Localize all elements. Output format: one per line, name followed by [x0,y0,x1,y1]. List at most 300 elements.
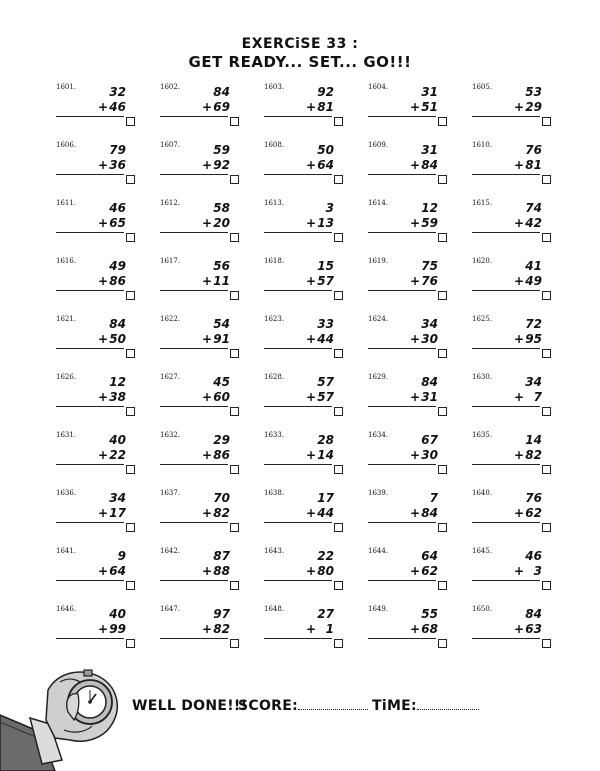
plus-operator: + [513,390,524,404]
answer-line [56,464,124,465]
plus-operator: + [513,448,524,462]
answer-line [160,348,228,349]
plus-operator: + [201,564,212,578]
addend-bottom: 84 [421,506,438,520]
problem-number: 1605. [472,83,493,91]
addition-problem [258,482,362,540]
answer-checkbox[interactable] [230,349,239,358]
answer-line [472,406,540,407]
addend-top: 46 [525,549,542,563]
problem-number: 1646. [56,605,77,613]
answer-line [472,522,540,523]
answer-checkbox[interactable] [126,233,135,242]
plus-operator: + [305,506,316,520]
addend-top: 79 [109,143,126,157]
plus-operator: + [409,158,420,172]
addition-problem [258,192,362,250]
addend-top: 28 [317,433,334,447]
answer-line [368,290,436,291]
problem-grid [50,76,570,656]
problem-number: 1607. [160,141,181,149]
addition-problem [362,540,466,598]
plus-operator: + [305,448,316,462]
answer-checkbox[interactable] [334,465,343,474]
answer-line [472,580,540,581]
plus-operator: + [97,216,108,230]
answer-line [160,406,228,407]
plus-operator: + [97,158,108,172]
answer-line [56,348,124,349]
answer-checkbox[interactable] [230,175,239,184]
answer-checkbox[interactable] [230,639,239,648]
problem-number: 1625. [472,315,493,323]
answer-line [264,464,332,465]
addition-problem [154,134,258,192]
answer-line [56,638,124,639]
addition-problem [362,366,466,424]
answer-checkbox[interactable] [126,349,135,358]
addend-bottom: 62 [525,506,542,520]
answer-checkbox[interactable] [438,175,447,184]
answer-checkbox[interactable] [126,523,135,532]
addend-bottom: 13 [317,216,334,230]
addend-top: 9 [117,549,126,563]
addition-problem [466,482,570,540]
stopwatch-in-hand-icon [0,660,125,771]
answer-checkbox[interactable] [126,175,135,184]
answer-line [160,290,228,291]
plus-operator: + [305,100,316,114]
problem-number: 1634. [368,431,389,439]
addend-bottom: 20 [213,216,230,230]
addition-problem [154,76,258,134]
addend-top: 40 [109,433,126,447]
addition-problem [50,308,154,366]
answer-line [160,464,228,465]
plus-operator: + [201,390,212,404]
problem-number: 1628. [264,373,285,381]
addition-problem [50,76,154,134]
answer-checkbox[interactable] [542,465,551,474]
answer-checkbox[interactable] [126,291,135,300]
addition-problem [50,192,154,250]
answer-line [472,638,540,639]
answer-line [368,464,436,465]
addition-problem [466,598,570,656]
problem-number: 1623. [264,315,285,323]
problem-number: 1627. [160,373,181,381]
addend-top: 76 [525,143,542,157]
plus-operator: + [97,100,108,114]
addend-bottom: 65 [109,216,126,230]
plus-operator: + [201,448,212,462]
answer-line [472,232,540,233]
answer-checkbox[interactable] [438,233,447,242]
addend-top: 70 [213,491,230,505]
plus-operator: + [97,564,108,578]
answer-line [56,522,124,523]
problem-number: 1624. [368,315,389,323]
problem-number: 1618. [264,257,285,265]
problem-number: 1632. [160,431,181,439]
addition-problem [258,308,362,366]
plus-operator: + [305,564,316,578]
answer-line [160,174,228,175]
problem-number: 1629. [368,373,389,381]
answer-checkbox[interactable] [334,117,343,126]
addend-bottom: 57 [317,274,334,288]
answer-line [160,116,228,117]
addend-bottom: 42 [525,216,542,230]
addition-problem [50,250,154,308]
addition-problem [154,540,258,598]
answer-line [368,348,436,349]
addend-bottom: 31 [421,390,438,404]
problem-number: 1630. [472,373,493,381]
answer-checkbox[interactable] [542,581,551,590]
answer-line [160,522,228,523]
addend-top: 3 [325,201,334,215]
addend-bottom: 57 [317,390,334,404]
addend-top: 17 [317,491,334,505]
addition-problem [50,366,154,424]
problem-number: 1617. [160,257,181,265]
addition-problem [258,250,362,308]
plus-operator: + [201,100,212,114]
addend-bottom: 81 [525,158,542,172]
addend-bottom: 92 [213,158,230,172]
addend-top: 45 [213,375,230,389]
answer-line [368,522,436,523]
addition-problem [50,482,154,540]
plus-operator: + [409,274,420,288]
answer-line [56,580,124,581]
addend-top: 34 [525,375,542,389]
addend-top: 7 [429,491,438,505]
problem-number: 1626. [56,373,77,381]
addition-problem [466,366,570,424]
addend-bottom: 46 [109,100,126,114]
plus-operator: + [305,274,316,288]
plus-operator: + [97,390,108,404]
answer-checkbox[interactable] [126,639,135,648]
answer-line [264,290,332,291]
time-field [372,698,479,714]
addend-bottom: 17 [109,506,126,520]
score-blank[interactable] [298,708,368,710]
addition-problem [362,134,466,192]
problem-number: 1620. [472,257,493,265]
exercise-subtitle: GET READY... SET... GO!!! [188,53,412,71]
problem-number: 1650. [472,605,493,613]
answer-checkbox[interactable] [230,523,239,532]
addition-problem [362,76,466,134]
problem-number: 1619. [368,257,389,265]
plus-operator: + [97,506,108,520]
plus-operator: + [201,332,212,346]
addend-bottom: 82 [213,622,230,636]
problem-number: 1648. [264,605,285,613]
answer-checkbox[interactable] [542,233,551,242]
answer-checkbox[interactable] [542,117,551,126]
addend-top: 40 [109,607,126,621]
addition-problem [50,540,154,598]
addition-problem [258,134,362,192]
plus-operator: + [97,332,108,346]
plus-operator: + [513,100,524,114]
plus-operator: + [513,622,524,636]
addend-top: 72 [525,317,542,331]
problem-number: 1638. [264,489,285,497]
answer-line [56,290,124,291]
answer-checkbox[interactable] [230,465,239,474]
score-field [238,698,368,714]
addition-problem [466,76,570,134]
problem-number: 1633. [264,431,285,439]
addition-problem [466,192,570,250]
answer-checkbox[interactable] [542,175,551,184]
answer-line [368,580,436,581]
plus-operator: + [201,216,212,230]
answer-checkbox[interactable] [438,465,447,474]
addend-bottom: 69 [213,100,230,114]
addition-problem [154,366,258,424]
answer-checkbox[interactable] [230,291,239,300]
addend-top: 31 [421,85,438,99]
problem-number: 1615. [472,199,493,207]
problem-number: 1606. [56,141,77,149]
answer-checkbox[interactable] [334,581,343,590]
plus-operator: + [513,332,524,346]
addend-bottom: 86 [109,274,126,288]
addend-top: 27 [317,607,334,621]
addend-bottom: 99 [109,622,126,636]
answer-checkbox[interactable] [438,117,447,126]
addition-problem [50,424,154,482]
answer-checkbox[interactable] [126,117,135,126]
addend-top: 14 [525,433,542,447]
answer-line [160,232,228,233]
plus-operator: + [305,158,316,172]
addition-problem [258,366,362,424]
answer-checkbox[interactable] [438,349,447,358]
addend-bottom: 36 [109,158,126,172]
plus-operator: + [409,622,420,636]
addend-top: 87 [213,549,230,563]
plus-operator: + [513,506,524,520]
answer-line [368,406,436,407]
addend-top: 33 [317,317,334,331]
answer-checkbox[interactable] [334,349,343,358]
addend-bottom: 95 [525,332,542,346]
addend-bottom: 88 [213,564,230,578]
answer-line [56,116,124,117]
addition-problem [50,134,154,192]
addend-top: 46 [109,201,126,215]
answer-checkbox[interactable] [230,407,239,416]
plus-operator: + [201,506,212,520]
answer-line [264,232,332,233]
answer-line [368,232,436,233]
addend-bottom: 30 [421,448,438,462]
plus-operator: + [409,564,420,578]
time-label: TiME: [372,698,417,714]
addend-bottom: 44 [317,332,334,346]
problem-number: 1613. [264,199,285,207]
addend-bottom: 29 [525,100,542,114]
answer-checkbox[interactable] [542,407,551,416]
answer-line [264,522,332,523]
answer-line [160,580,228,581]
answer-checkbox[interactable] [438,291,447,300]
addend-top: 29 [213,433,230,447]
addend-top: 50 [317,143,334,157]
problem-number: 1641. [56,547,77,555]
addend-bottom: 30 [421,332,438,346]
addition-problem [466,540,570,598]
addend-top: 67 [421,433,438,447]
plus-operator: + [409,390,420,404]
addend-bottom: 82 [213,506,230,520]
answer-checkbox[interactable] [126,465,135,474]
answer-line [472,464,540,465]
plus-operator: + [305,390,316,404]
problem-number: 1611. [56,199,77,207]
addend-top: 12 [421,201,438,215]
addition-problem [154,598,258,656]
answer-line [160,638,228,639]
addition-problem [258,540,362,598]
problem-number: 1608. [264,141,285,149]
addend-bottom: 80 [317,564,334,578]
problem-number: 1644. [368,547,389,555]
answer-line [56,174,124,175]
problem-number: 1602. [160,83,181,91]
answer-line [264,406,332,407]
plus-operator: + [97,622,108,636]
problem-number: 1649. [368,605,389,613]
answer-checkbox[interactable] [542,291,551,300]
answer-checkbox[interactable] [542,349,551,358]
well-done-text: WELL DONE!!! [132,698,248,714]
addend-bottom: 51 [421,100,438,114]
footer [0,660,600,771]
answer-checkbox[interactable] [334,175,343,184]
addition-problem [466,424,570,482]
answer-checkbox[interactable] [126,581,135,590]
time-blank[interactable] [417,708,479,710]
answer-checkbox[interactable] [230,581,239,590]
answer-checkbox[interactable] [438,523,447,532]
addition-problem [362,308,466,366]
problem-number: 1637. [160,489,181,497]
addend-bottom: 64 [317,158,334,172]
addend-bottom: 82 [525,448,542,462]
problem-number: 1622. [160,315,181,323]
plus-operator: + [305,332,316,346]
answer-checkbox[interactable] [438,639,447,648]
answer-checkbox[interactable] [542,639,551,648]
exercise-title: EXERCiSE 33 : [241,36,359,52]
addend-top: 56 [213,259,230,273]
addend-top: 53 [525,85,542,99]
answer-line [368,116,436,117]
plus-operator: + [305,622,316,636]
answer-checkbox[interactable] [334,523,343,532]
answer-line [368,174,436,175]
addend-top: 92 [317,85,334,99]
answer-checkbox[interactable] [438,407,447,416]
plus-operator: + [201,158,212,172]
score-label: SCORE: [238,698,299,714]
addition-problem [50,598,154,656]
answer-line [56,232,124,233]
problem-number: 1612. [160,199,181,207]
addend-top: 84 [213,85,230,99]
problem-number: 1610. [472,141,493,149]
addend-top: 22 [317,549,334,563]
problem-number: 1636. [56,489,77,497]
problem-number: 1639. [368,489,389,497]
answer-line [472,290,540,291]
addition-problem [154,424,258,482]
answer-line [56,406,124,407]
addition-problem [258,598,362,656]
answer-line [472,174,540,175]
answer-checkbox[interactable] [230,233,239,242]
addend-top: 75 [421,259,438,273]
answer-line [472,348,540,349]
addend-bottom: 62 [421,564,438,578]
addition-problem [154,192,258,250]
answer-line [264,580,332,581]
addend-bottom: 14 [317,448,334,462]
addition-problem [258,424,362,482]
addition-problem [154,482,258,540]
addend-bottom: 3 [533,564,542,578]
addend-bottom: 38 [109,390,126,404]
addend-bottom: 84 [421,158,438,172]
problem-number: 1621. [56,315,77,323]
plus-operator: + [409,216,420,230]
plus-operator: + [97,274,108,288]
answer-checkbox[interactable] [334,291,343,300]
addend-bottom: 59 [421,216,438,230]
addend-bottom: 60 [213,390,230,404]
addition-problem [362,598,466,656]
addition-problem [466,308,570,366]
addend-top: 84 [421,375,438,389]
answer-checkbox[interactable] [334,639,343,648]
problem-number: 1635. [472,431,493,439]
answer-checkbox[interactable] [334,233,343,242]
addend-bottom: 22 [109,448,126,462]
plus-operator: + [409,100,420,114]
plus-operator: + [305,216,316,230]
addend-top: 41 [525,259,542,273]
addend-top: 31 [421,143,438,157]
addend-top: 74 [525,201,542,215]
answer-checkbox[interactable] [438,581,447,590]
answer-checkbox[interactable] [126,407,135,416]
answer-checkbox[interactable] [334,407,343,416]
addition-problem [362,424,466,482]
answer-checkbox[interactable] [542,523,551,532]
addend-top: 97 [213,607,230,621]
addend-top: 32 [109,85,126,99]
answer-checkbox[interactable] [230,117,239,126]
problem-number: 1640. [472,489,493,497]
